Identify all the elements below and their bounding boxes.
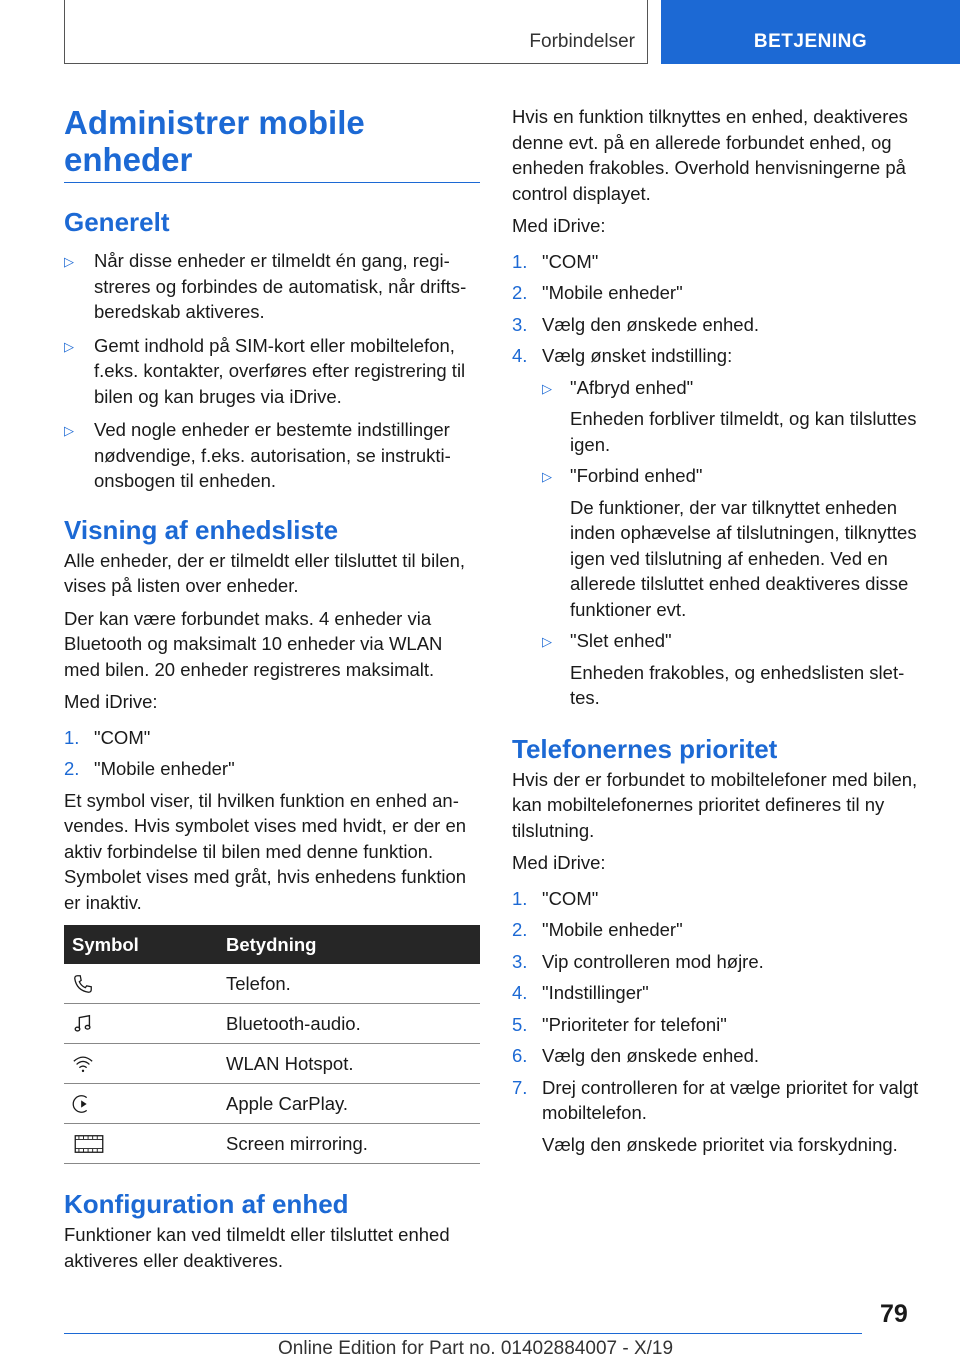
bullet-text: Ved nogle enheder er bestemte indstillinger nødvendige, f.eks. autorisation, se instruktionsbogen til enheden. bbox=[94, 419, 451, 491]
left-column bbox=[64, 206, 480, 1273]
bullet-triangle-icon: ▷ bbox=[542, 469, 552, 484]
step-note: Vælg den ønskede prioritet via forskydning. bbox=[542, 1133, 898, 1155]
right-column bbox=[512, 104, 926, 1157]
music-note-icon bbox=[72, 1013, 94, 1035]
table-cell-meaning: Bluetooth-audio. bbox=[218, 1004, 480, 1044]
step-number: 4. bbox=[512, 982, 528, 1003]
step-item bbox=[512, 949, 926, 975]
step-item bbox=[512, 312, 926, 338]
table-row bbox=[64, 1124, 480, 1164]
step-number: 3. bbox=[512, 313, 528, 335]
footer-edition: Online Edition for Part no. 01402884007 - X/19 bbox=[278, 1338, 674, 1359]
step-item bbox=[512, 280, 926, 306]
bullet-text: Gemt indhold på SIM-kort eller mobiltelefon, f.eks. kontakter, overføres efter registrering til bilen og kan bruges via iDrive. bbox=[94, 334, 466, 407]
header-section: Forbindelser bbox=[529, 31, 635, 52]
screen-mirroring-icon bbox=[72, 1133, 106, 1155]
footer-divider bbox=[64, 1333, 862, 1334]
step-item bbox=[512, 1012, 926, 1038]
table-cell-symbol bbox=[64, 964, 218, 1004]
option-description: De funktioner, der var tilknyttet enheden inden ophævelse af tilslutningen, tilknyttes igen ved tilslutning af enheden. Ved en allerede tilsluttet enhed deaktiveres disse funktioner evt. bbox=[570, 496, 917, 620]
paragraph: Hvis en funktion tilknyttes en enhed, deaktiveres denne evt. på en allerede forbundet enhed, og enheden frakobles. Overhold henvisningerne på control displayet. bbox=[512, 106, 908, 204]
heading-visning: Visning af enhedsliste bbox=[64, 514, 339, 545]
table-cell-symbol bbox=[64, 1084, 218, 1124]
step-text: Vip controlleren mod højre. bbox=[542, 950, 764, 972]
step-item bbox=[512, 343, 926, 369]
step-number: 2. bbox=[512, 919, 528, 940]
wifi-icon bbox=[72, 1053, 94, 1075]
step-number: 7. bbox=[512, 1076, 528, 1098]
paragraph: Med iDrive: bbox=[512, 215, 606, 236]
table-header-row bbox=[64, 925, 480, 964]
step-text: "COM" bbox=[542, 887, 599, 909]
paragraph: Hvis der er forbundet to mobiltelefoner med bilen, kan mobiltelefonernes prioritet defineres til ny tilslutning. bbox=[512, 768, 918, 841]
step-number: 3. bbox=[512, 950, 528, 972]
step-text: "Mobile enheder" bbox=[94, 758, 235, 779]
table-cell-meaning: WLAN Hotspot. bbox=[218, 1044, 480, 1084]
table-header-symbol: Symbol bbox=[64, 925, 218, 964]
paragraph: Et symbol viser, til hvilken funktion en enhed anvendes. Hvis symbolet vises med hvidt, er der en aktiv forbindelse til bilen med denne funktion. Symbolet vises med gråt, hvis enhedens funktion er inaktiv. bbox=[64, 789, 467, 913]
table-cell-meaning: Apple CarPlay. bbox=[218, 1084, 480, 1124]
table-row bbox=[64, 1004, 480, 1044]
step-item bbox=[512, 886, 926, 912]
header-chapter: BETJENING bbox=[661, 0, 960, 64]
step-text: "Prioriteter for telefoni" bbox=[542, 1013, 727, 1035]
bullet-text: Når disse enheder er tilmeldt én gang, registreres og forbindes de automatisk, når driftsberedskab aktiveres. bbox=[94, 250, 467, 322]
symbol-table bbox=[64, 925, 480, 1164]
header-section-box bbox=[64, 0, 648, 64]
bullet-item bbox=[64, 333, 480, 410]
table-row bbox=[64, 964, 480, 1004]
step-number: 1. bbox=[64, 726, 80, 748]
step-number: 6. bbox=[512, 1045, 528, 1066]
option-label: "Slet enhed" bbox=[570, 630, 672, 651]
step-number: 1. bbox=[512, 887, 528, 909]
step-text: Drej controlleren for at vælge prioritet for valgt mobiltelefon. bbox=[542, 1076, 919, 1123]
step-number: 5. bbox=[512, 1013, 528, 1035]
paragraph: Der kan være forbundet maks. 4 enheder via Bluetooth og maksimalt 10 enheder via WLAN med bilen. 20 enheder registreres maksimalt. bbox=[64, 607, 443, 680]
paragraph: Med iDrive: bbox=[512, 852, 606, 873]
bullet-item bbox=[64, 417, 480, 494]
step-item bbox=[64, 756, 480, 782]
table-row bbox=[64, 1044, 480, 1084]
carplay-icon bbox=[72, 1093, 94, 1115]
page-title: Administrer mobile enheder bbox=[64, 104, 480, 183]
table-cell-symbol bbox=[64, 1044, 218, 1084]
step-number: 1. bbox=[512, 250, 528, 272]
table-row bbox=[64, 1084, 480, 1124]
heading-konfiguration: Konfiguration af enhed bbox=[64, 1189, 349, 1219]
step-item bbox=[64, 725, 480, 751]
option-description: Enheden frakobles, og enhedslisten slettes. bbox=[570, 661, 905, 708]
step-item bbox=[512, 249, 926, 275]
bullet-triangle-icon: ▷ bbox=[542, 634, 552, 649]
step-item bbox=[512, 1075, 926, 1126]
heading-generelt: Generelt bbox=[64, 207, 170, 237]
option-item bbox=[542, 463, 926, 622]
paragraph: Med iDrive: bbox=[64, 691, 158, 712]
option-description: Enheden forbliver tilmeldt, og kan tilsluttes igen. bbox=[570, 408, 917, 455]
step-item bbox=[512, 917, 926, 943]
step-text: "Mobile enheder" bbox=[542, 282, 683, 303]
step-number: 2. bbox=[64, 758, 80, 779]
step-text: "COM" bbox=[542, 250, 599, 272]
paragraph: Funktioner kan ved tilmeldt eller tilsluttet enhed aktiveres eller deaktiveres. bbox=[64, 1224, 450, 1271]
step-item bbox=[512, 980, 926, 1006]
bullet-triangle-icon: ▷ bbox=[542, 380, 552, 396]
page-number: 79 bbox=[880, 1300, 908, 1328]
bullet-triangle-icon: ▷ bbox=[64, 254, 74, 269]
table-header-meaning: Betydning bbox=[218, 925, 480, 964]
option-item bbox=[542, 375, 926, 458]
step-item bbox=[512, 1043, 926, 1069]
paragraph: Alle enheder, der er tilmeldt eller tilsluttet til bilen, vises på listen over enheder. bbox=[64, 549, 466, 596]
table-cell-meaning: Screen mirroring. bbox=[218, 1124, 480, 1164]
step-text: "Indstillinger" bbox=[542, 982, 649, 1003]
bullet-item bbox=[64, 248, 480, 325]
step-text: Vælg den ønskede enhed. bbox=[542, 1045, 760, 1066]
table-cell-meaning: Telefon. bbox=[218, 964, 480, 1004]
step-text: Vælg den ønskede enhed. bbox=[542, 313, 760, 335]
table-cell-symbol bbox=[64, 1004, 218, 1044]
step-text: "COM" bbox=[94, 726, 151, 748]
step-number: 4. bbox=[512, 345, 528, 366]
bullet-triangle-icon: ▷ bbox=[64, 338, 74, 354]
step-number: 2. bbox=[512, 282, 528, 303]
heading-prioritet: Telefonernes prioritet bbox=[512, 733, 778, 764]
option-label: "Forbind enhed" bbox=[570, 465, 703, 486]
option-label: "Afbryd enhed" bbox=[570, 376, 694, 398]
table-cell-symbol bbox=[64, 1124, 218, 1164]
step-text: "Mobile enheder" bbox=[542, 919, 683, 940]
option-item bbox=[542, 628, 926, 711]
phone-icon bbox=[72, 973, 94, 995]
step-text: Vælg ønsket indstilling: bbox=[542, 345, 733, 366]
bullet-triangle-icon: ▷ bbox=[64, 423, 74, 438]
